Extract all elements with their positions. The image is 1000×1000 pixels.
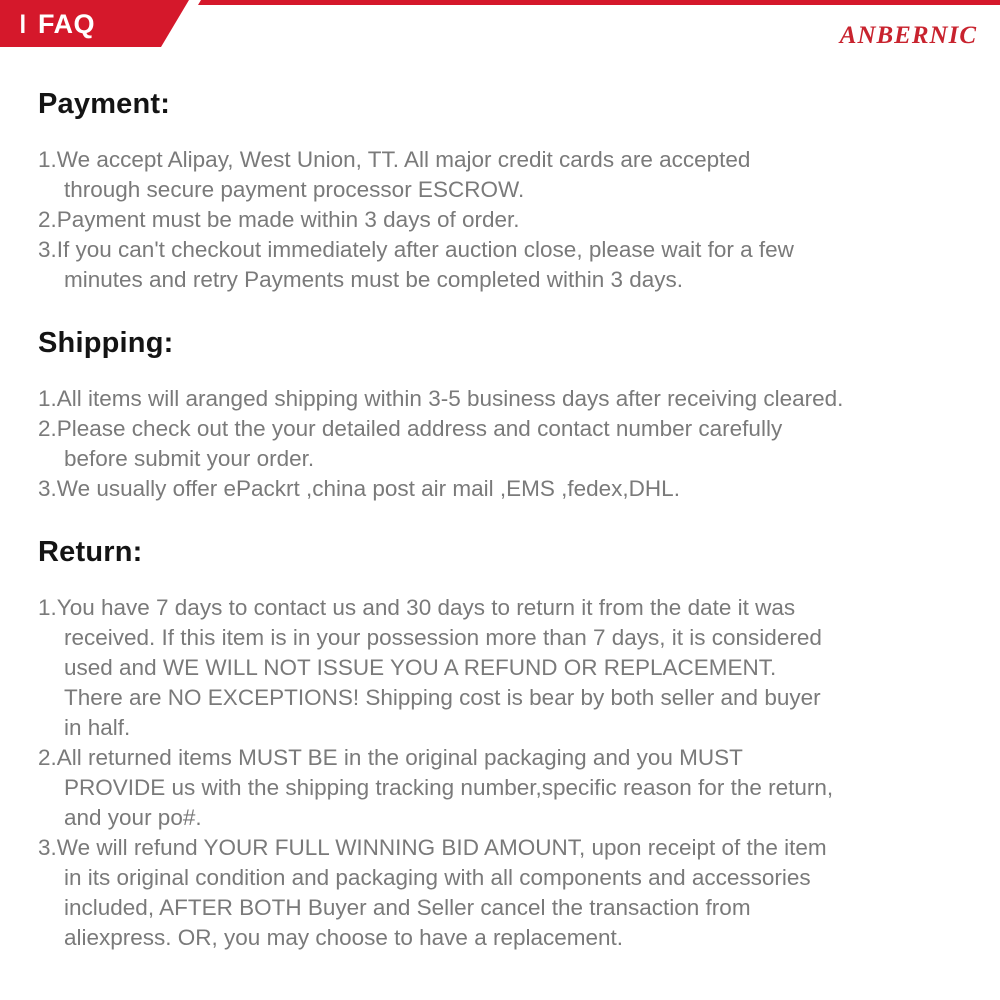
list-item (38, 474, 980, 504)
section-heading-payment: Payment: (38, 88, 171, 120)
list-item (38, 743, 980, 833)
item-line: 2.All returned items MUST BE in the original packaging and you MUST (38, 745, 743, 770)
item-line: 1.All items will aranged shipping within 3-5 business days after receiving cleared. (38, 386, 844, 411)
item-line: in half. (64, 715, 131, 740)
faq-tab-label: FAQ (38, 9, 96, 39)
item-line: minutes and retry Payments must be completed within 3 days. (64, 267, 684, 292)
faq-content (0, 47, 1000, 953)
item-line: 1.You have 7 days to contact us and 30 days to return it from the date it was (38, 595, 796, 620)
brand-logo: ANBERNIC (839, 22, 977, 49)
item-line: 3.If you can't checkout immediately after auction close, please wait for a few (38, 237, 794, 262)
section-heading-return: Return: (38, 536, 143, 568)
item-line: through secure payment processor ESCROW. (64, 177, 525, 202)
item-line: 3.We usually offer ePackrt ,china post air mail ,EMS ,fedex,DHL. (38, 476, 680, 501)
list-item (38, 593, 980, 743)
return-list (38, 593, 980, 953)
item-line: used and WE WILL NOT ISSUE YOU A REFUND OR REPLACEMENT. (64, 655, 777, 680)
list-item (38, 833, 980, 953)
section-heading-shipping: Shipping: (38, 327, 174, 359)
header-top-strip (198, 0, 1000, 5)
item-line: 2.Please check out the your detailed address and contact number carefully (38, 416, 783, 441)
shipping-list (38, 384, 980, 504)
item-line: in its original condition and packaging with all components and accessories (64, 865, 811, 890)
item-line: 2.Payment must be made within 3 days of order. (38, 207, 520, 232)
item-line: included, AFTER BOTH Buyer and Seller cancel the transaction from (64, 895, 751, 920)
item-line: received. If this item is in your possession more than 7 days, it is considered (64, 625, 822, 650)
faq-tab-bar: I (19, 9, 27, 39)
payment-list (38, 145, 980, 295)
faq-tab (19, 9, 95, 39)
list-item (38, 205, 980, 235)
list-item (38, 384, 980, 414)
list-item (38, 235, 980, 295)
item-line: aliexpress. OR, you may choose to have a replacement. (64, 925, 624, 950)
item-line: 3.We will refund YOUR FULL WINNING BID AMOUNT, upon receipt of the item (38, 835, 827, 860)
item-line: There are NO EXCEPTIONS! Shipping cost is bear by both seller and buyer (64, 685, 821, 710)
list-item (38, 145, 980, 205)
item-line: PROVIDE us with the shipping tracking number,specific reason for the return, (64, 775, 834, 800)
item-line: 1.We accept Alipay, West Union, TT. All major credit cards are accepted (38, 147, 751, 172)
item-line: and your po#. (64, 805, 202, 830)
list-item (38, 414, 980, 474)
item-line: before submit your order. (64, 446, 315, 471)
